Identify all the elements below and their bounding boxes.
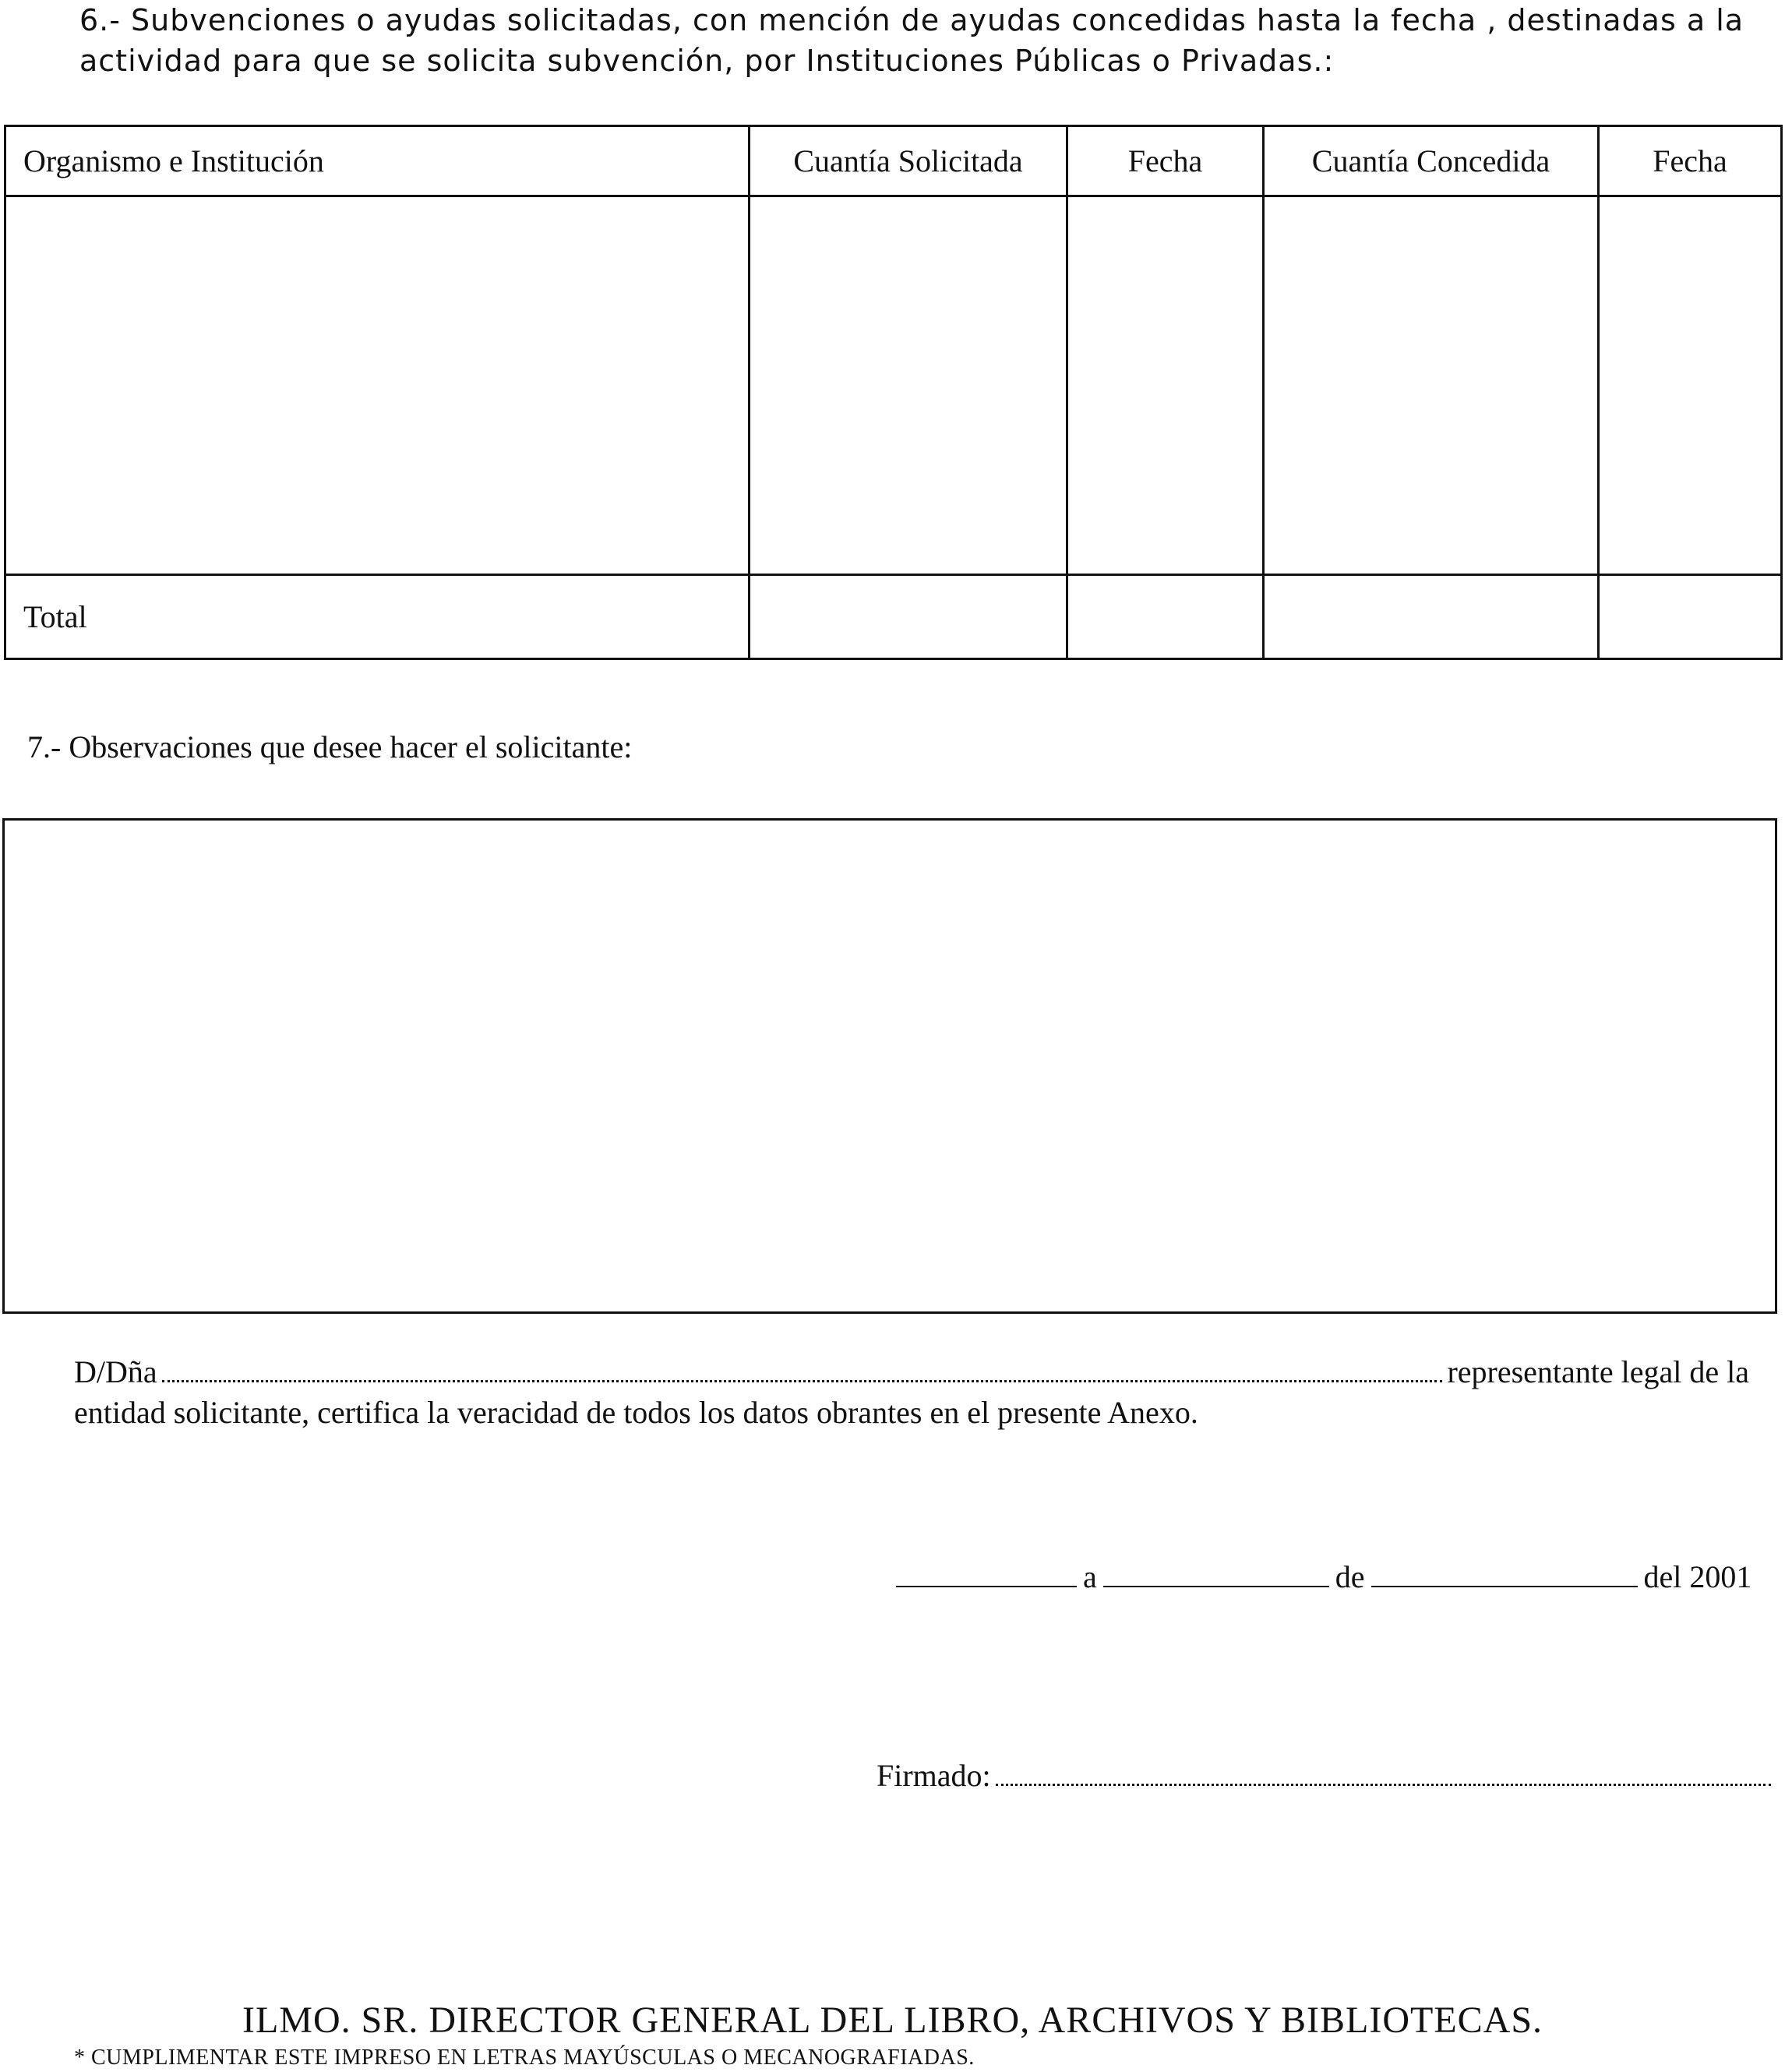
year-label: del 2001 xyxy=(1643,1559,1752,1594)
header-fecha-solicitud: Fecha xyxy=(1067,126,1264,196)
total-fecha-solicitud[interactable] xyxy=(1067,575,1264,659)
signature-line xyxy=(877,1757,1771,1794)
cell-cuantia-concedida[interactable] xyxy=(1264,196,1599,575)
signature-field[interactable] xyxy=(996,1784,1771,1786)
place-date-line xyxy=(896,1555,1769,1595)
certification-suffix: representante legal de la xyxy=(1447,1354,1749,1389)
total-fecha-concesion[interactable] xyxy=(1599,575,1782,659)
place-field[interactable] xyxy=(896,1555,1077,1587)
header-fecha-concesion: Fecha xyxy=(1599,126,1782,196)
header-organismo: Organismo e Institución xyxy=(5,126,750,196)
cell-fecha-concesion[interactable] xyxy=(1599,196,1782,575)
place-a-label: a xyxy=(1083,1559,1097,1594)
grants-table xyxy=(4,125,1783,660)
total-label: Total xyxy=(5,575,750,659)
certification-prefix: D/Dña xyxy=(74,1354,157,1389)
total-cuantia-solicitada[interactable] xyxy=(750,575,1067,659)
cell-organismo[interactable] xyxy=(5,196,750,575)
certification-block xyxy=(74,1352,1749,1433)
representative-name-field[interactable] xyxy=(162,1380,1443,1382)
section-6-heading: 6.- Subvenciones o ayudas solicitadas, con mención de ayudas concedidas hasta la fecha , destinadas a la actividad para que se solicita subvención, por Instituciones Públicas o Privadas.: xyxy=(79,3,1744,78)
header-cuantia-solicitada: Cuantía Solicitada xyxy=(750,126,1067,196)
day-field[interactable] xyxy=(1103,1555,1329,1587)
month-field[interactable] xyxy=(1371,1555,1638,1587)
addressee: ILMO. SR. DIRECTOR GENERAL DEL LIBRO, ARCHIVOS Y BIBLIOTECAS. xyxy=(242,2000,1543,2041)
observations-box[interactable] xyxy=(2,818,1777,1314)
cell-fecha-solicitud[interactable] xyxy=(1067,196,1264,575)
signature-label: Firmado: xyxy=(877,1758,991,1793)
certification-line-2: entidad solicitante, certifica la veracidad de todos los datos obrantes en el presente Anexo. xyxy=(74,1395,1198,1430)
grants-table-header-row xyxy=(5,126,1782,196)
cell-cuantia-solicitada[interactable] xyxy=(750,196,1067,575)
place-de-label: de xyxy=(1335,1559,1365,1594)
grants-table-entry-row xyxy=(5,196,1782,575)
total-cuantia-concedida[interactable] xyxy=(1264,575,1599,659)
header-cuantia-concedida: Cuantía Concedida xyxy=(1264,126,1599,196)
section-7-heading: 7.- Observaciones que desee hacer el solicitante: xyxy=(27,729,633,764)
footnote: * CUMPLIMENTAR ESTE IMPRESO EN LETRAS MAYÚSCULAS O MECANOGRAFIADAS. xyxy=(74,2046,975,2070)
grants-table-total-row xyxy=(5,575,1782,659)
